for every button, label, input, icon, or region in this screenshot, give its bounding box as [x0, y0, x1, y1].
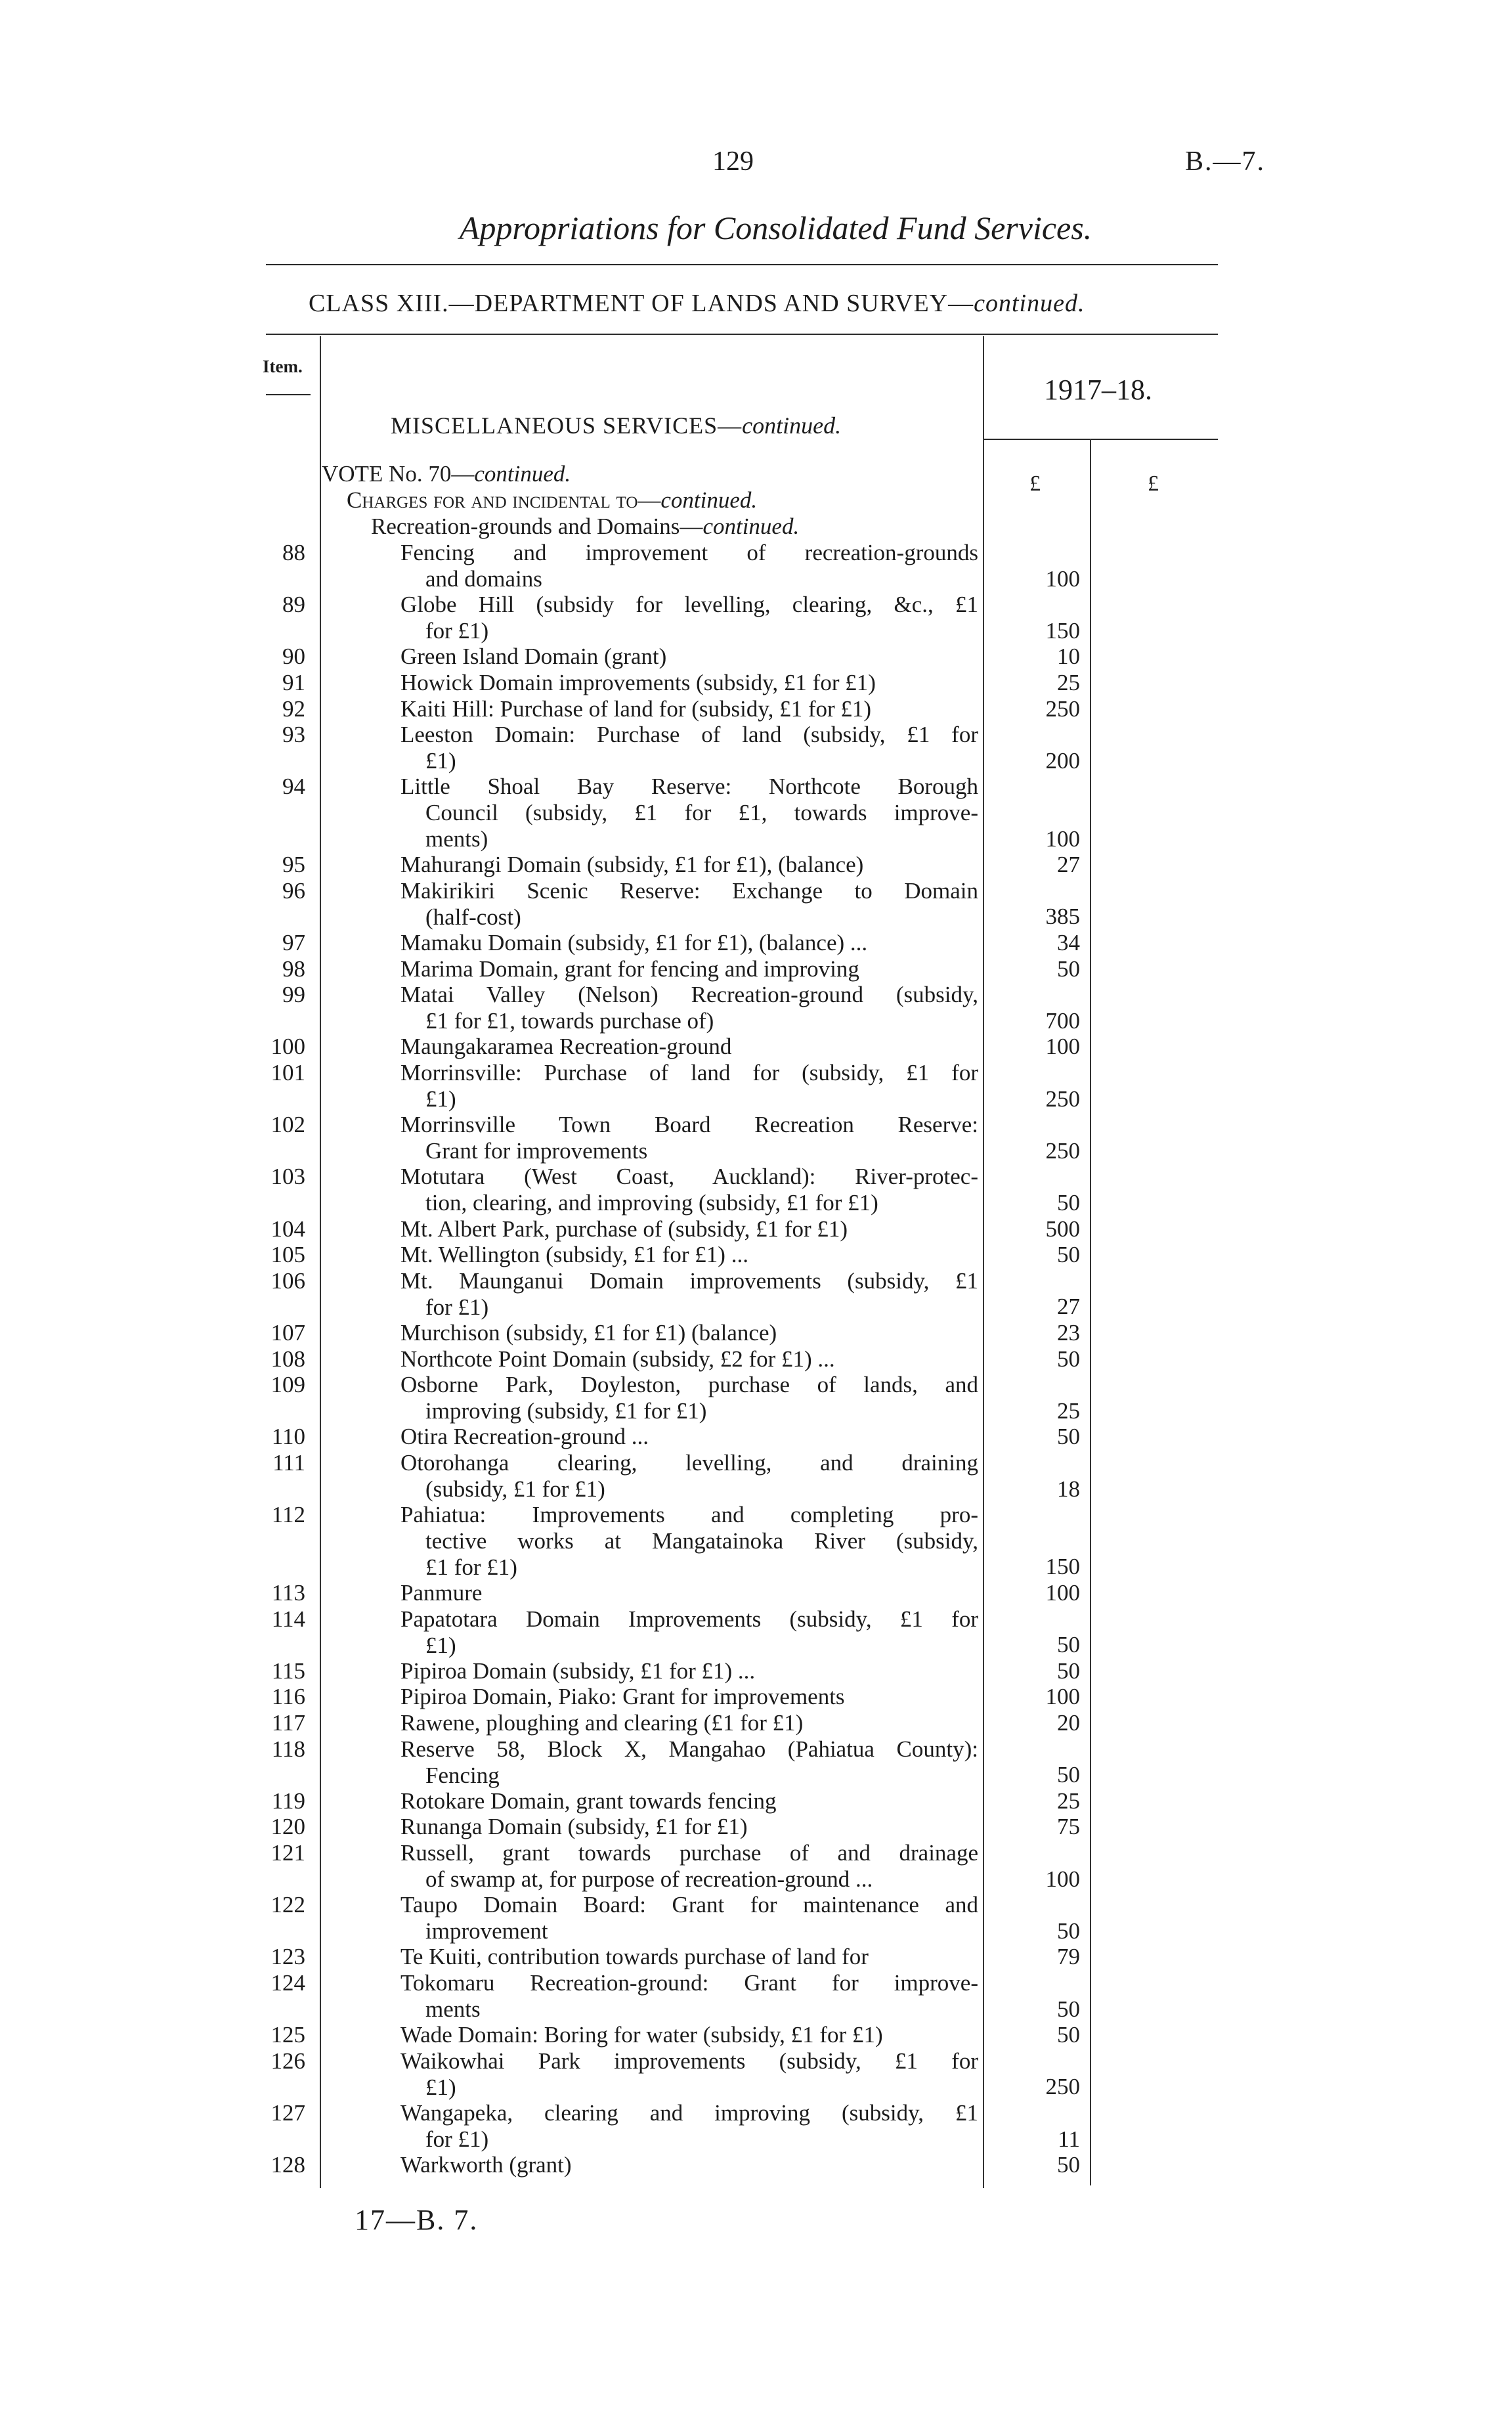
item-number: 116: [271, 1684, 305, 1710]
item-description-line: Maungakaramea Recreation-ground: [400, 1034, 732, 1060]
class-heading-suffix: continued.: [974, 290, 1085, 317]
item-number: 102: [270, 1112, 305, 1138]
item-amount: 25: [1057, 1397, 1080, 1424]
item-amount: 50: [1057, 2152, 1080, 2178]
item-description-line: Fencing: [425, 1762, 500, 1788]
item-description-line: Northcote Point Domain (subsidy, £2 for £1) ...: [400, 1346, 835, 1372]
item-description-line: Howick Domain improvements (subsidy, £1 for £1): [400, 670, 876, 695]
item-amount: 150: [1045, 617, 1080, 644]
item-number: 104: [270, 1216, 305, 1242]
item-description-line: £1 for £1): [425, 1554, 517, 1581]
item-description: [400, 670, 978, 696]
item-description: [400, 1242, 978, 1268]
item-description-line: (subsidy, £1 for £1): [425, 1476, 605, 1502]
item-amount: 250: [1045, 695, 1080, 722]
item-amount: 50: [1057, 1762, 1080, 1788]
item-description: [400, 1346, 978, 1372]
item-amount: 250: [1045, 2074, 1080, 2100]
item-description-line: £1): [425, 748, 456, 774]
vote-suffix: continued.: [474, 461, 571, 487]
item-description: [400, 644, 978, 670]
item-description-line: Rotokare Domain, grant towards fencing: [400, 1787, 777, 1814]
item-description-line: Waikowhai Park improvements (subsidy, £1 for: [400, 2048, 978, 2074]
item-description-line: Warkworth (grant): [400, 2152, 572, 2178]
item-number: 95: [282, 852, 305, 878]
item-description-line: Pipiroa Domain (subsidy, £1 for £1) ...: [400, 1657, 756, 1684]
item-description: [400, 1216, 978, 1242]
item-number: 115: [271, 1657, 305, 1684]
item-description: [400, 592, 978, 644]
item-amount: 27: [1057, 852, 1080, 878]
item-number: 128: [270, 2152, 305, 2178]
item-amount: 50: [1057, 1424, 1080, 1450]
table-top-rule: [266, 334, 1218, 335]
item-description-line: for £1): [425, 1294, 489, 1320]
item-number: 100: [270, 1034, 305, 1060]
item-header-underline: [266, 394, 311, 395]
page-title: Appropriations for Consolidated Fund Services.: [459, 209, 1092, 246]
item-description-line: improving (subsidy, £1 for £1): [425, 1398, 707, 1424]
item-number: 122: [270, 1892, 305, 1918]
item-description: [400, 852, 978, 878]
item-description: [400, 1164, 978, 1216]
vote-heading: [322, 461, 571, 487]
item-amount: 75: [1057, 1814, 1080, 1840]
item-description-line: Mt. Maunganui Domain improvements (subsidy, £1: [400, 1267, 978, 1294]
item-description: [400, 982, 978, 1034]
item-description: [400, 1450, 978, 1502]
item-description: [400, 540, 978, 592]
item-description-line: Kaiti Hill: Purchase of land for (subsidy, £1 for £1): [400, 695, 872, 722]
item-description: [400, 1684, 978, 1710]
item-number: 106: [270, 1267, 305, 1294]
item-description-line: £1 for £1, towards purchase of): [425, 1008, 714, 1034]
item-description-line: Makirikiri Scenic Reserve: Exchange to Domain: [400, 877, 978, 904]
item-number: 89: [282, 592, 305, 618]
item-number: 126: [270, 2048, 305, 2074]
item-description-line: Panmure: [400, 1580, 483, 1606]
subhead-suffix: continued.: [702, 514, 800, 539]
item-description-line: £1): [425, 1632, 456, 1658]
item-number: 103: [270, 1164, 305, 1190]
item-number: 125: [270, 2022, 305, 2048]
item-number: 91: [282, 670, 305, 695]
item-description-line: £1): [425, 2074, 456, 2100]
item-amount: 23: [1057, 1320, 1080, 1346]
item-description-line: Little Shoal Bay Reserve: Northcote Borough: [400, 774, 978, 800]
item-description-line: Reserve 58, Block X, Mangahao (Pahiatua County):: [400, 1736, 978, 1762]
item-description: [400, 930, 978, 956]
item-description-line: for £1): [425, 618, 489, 644]
item-description: [400, 1502, 978, 1581]
item-description-line: (half-cost): [425, 904, 521, 930]
item-description-line: Morrinsville: Purchase of land for (subsidy, £1 for: [400, 1060, 978, 1085]
year-column-header: 1917–18.: [1044, 374, 1152, 406]
item-description-line: and domains: [425, 566, 542, 592]
item-amount: 50: [1057, 1632, 1080, 1658]
item-amount: 100: [1045, 565, 1080, 592]
item-description: [400, 1268, 978, 1321]
item-description-line: £1): [425, 1086, 456, 1112]
item-amount: 18: [1057, 1476, 1080, 1502]
item-amount: 20: [1057, 1710, 1080, 1736]
item-description-line: Matai Valley (Nelson) Recreation-ground (subsidy,: [400, 982, 978, 1008]
item-number: 107: [270, 1320, 305, 1346]
item-number: 118: [271, 1736, 305, 1762]
item-number: 113: [271, 1580, 305, 1606]
year-header-rule: [983, 439, 1218, 440]
item-number: 99: [282, 982, 305, 1008]
item-number: 110: [271, 1424, 305, 1450]
item-description-line: for £1): [425, 2126, 489, 2152]
item-description: [400, 1736, 978, 1789]
item-description: [400, 1710, 978, 1736]
item-column-rule: [320, 336, 321, 2188]
item-description: [400, 2022, 978, 2048]
item-amount: 25: [1057, 670, 1080, 695]
item-description: [400, 774, 978, 852]
item-description: [400, 1814, 978, 1840]
item-description: [400, 696, 978, 722]
item-number: 88: [282, 540, 305, 565]
item-description-line: improvement: [425, 1918, 548, 1944]
item-description: [400, 1658, 978, 1684]
item-description-line: Mt. Albert Park, purchase of (subsidy, £1 for £1): [400, 1216, 848, 1242]
item-number: 96: [282, 877, 305, 904]
section-title-main: MISCELLANEOUS SERVICES—: [391, 412, 743, 439]
item-description-line: Murchison (subsidy, £1 for £1) (balance): [400, 1320, 777, 1346]
item-description-line: Pahiatua: Improvements and completing pro-: [400, 1502, 978, 1528]
subhead: [371, 514, 799, 540]
item-number: 101: [270, 1060, 305, 1085]
top-rule: [266, 264, 1218, 265]
item-amount: 50: [1057, 2022, 1080, 2048]
item-amount: 100: [1045, 1684, 1080, 1710]
pound-sign-2: £: [1148, 471, 1159, 496]
item-description-line: Russell, grant towards purchase of and drainage: [400, 1840, 978, 1866]
item-description: [400, 1060, 978, 1112]
item-description-line: Rawene, ploughing and clearing (£1 for £1): [400, 1710, 804, 1736]
item-description-line: Otira Recreation-ground ...: [400, 1424, 649, 1450]
item-number: 93: [282, 722, 305, 748]
item-amount: 27: [1057, 1294, 1080, 1320]
charges-suffix: continued.: [660, 487, 758, 513]
class-heading-main: CLASS XIII.—DEPARTMENT OF LANDS AND SURVEY—: [309, 290, 974, 317]
item-description: [400, 1970, 978, 2023]
item-amount: 500: [1045, 1216, 1080, 1242]
item-description-line: Pipiroa Domain, Piako: Grant for improvements: [400, 1684, 845, 1710]
item-number: 98: [282, 955, 305, 982]
item-amount: 250: [1045, 1137, 1080, 1164]
item-amount: 100: [1045, 1866, 1080, 1892]
item-amount: 250: [1045, 1085, 1080, 1112]
item-amount: 79: [1057, 1944, 1080, 1970]
item-description-line: Fencing and improvement of recreation-grounds: [400, 540, 978, 565]
item-description-line: Leeston Domain: Purchase of land (subsidy, £1 for: [400, 722, 978, 748]
item-description-line: Marima Domain, grant for fencing and improving: [400, 955, 859, 982]
item-number: 105: [270, 1242, 305, 1268]
item-description: [400, 1840, 978, 1893]
item-amount: 50: [1057, 1996, 1080, 2022]
item-number: 117: [271, 1710, 305, 1736]
item-description-line: tion, clearing, and improving (subsidy, £1 for £1): [425, 1190, 878, 1216]
item-description-line: Globe Hill (subsidy for levelling, clearing, &c., £1: [400, 592, 978, 618]
item-description: [400, 2048, 978, 2101]
item-description-line: Morrinsville Town Board Recreation Reserve:: [400, 1112, 978, 1138]
item-description-line: Otorohanga clearing, levelling, and draining: [400, 1450, 978, 1476]
item-description: [400, 2100, 978, 2153]
item-description-line: Tokomaru Recreation-ground: Grant for improve-: [400, 1970, 978, 1996]
item-amount: 10: [1057, 644, 1080, 670]
vote-label: VOTE No. 70—: [322, 461, 475, 487]
item-description-line: Taupo Domain Board: Grant for maintenance and: [400, 1892, 978, 1918]
item-description-line: Grant for improvements: [425, 1138, 648, 1164]
item-column-header: Item.: [263, 357, 303, 376]
page-number: 129: [712, 146, 754, 177]
item-number: 121: [270, 1840, 305, 1866]
item-description: [400, 1944, 978, 1970]
section-title: [391, 412, 841, 439]
item-description-line: of swamp at, for purpose of recreation-ground ...: [425, 1866, 873, 1892]
item-amount: 100: [1045, 1580, 1080, 1606]
item-description-line: Osborne Park, Doyleston, purchase of lands, and: [400, 1372, 978, 1398]
item-description: [400, 1606, 978, 1659]
item-description-line: Motutara (West Coast, Auckland): River-protec-: [400, 1164, 978, 1190]
item-number: 92: [282, 695, 305, 722]
charges-label: Charges for and incidental to—: [347, 487, 661, 513]
item-number: 114: [271, 1606, 305, 1632]
item-amount: 50: [1057, 1190, 1080, 1216]
item-number: 127: [270, 2100, 305, 2126]
item-amount: 150: [1045, 1554, 1080, 1580]
item-number: 120: [270, 1814, 305, 1840]
item-description-line: Mt. Wellington (subsidy, £1 for £1) ...: [400, 1242, 748, 1268]
item-amount: 50: [1057, 1242, 1080, 1268]
item-description-line: Papatotara Domain Improvements (subsidy, £1 for: [400, 1606, 978, 1632]
item-description: [400, 2152, 978, 2178]
item-description: [400, 1034, 978, 1060]
item-description-line: Mamaku Domain (subsidy, £1 for £1), (balance) ...: [400, 930, 868, 955]
item-amount: 34: [1057, 930, 1080, 955]
item-description: [400, 1424, 978, 1450]
item-amount: 700: [1045, 1007, 1080, 1034]
item-amount: 50: [1057, 1657, 1080, 1684]
item-description-line: ments): [425, 826, 488, 852]
item-amount: 50: [1057, 955, 1080, 982]
amount-column-rule: [1090, 439, 1091, 2185]
pound-sign-1: £: [1029, 471, 1041, 496]
item-description-line: ments: [425, 1996, 481, 2022]
item-description-line: Te Kuiti, contribution towards purchase of land for: [400, 1944, 869, 1970]
item-description: [400, 956, 978, 982]
class-heading: [309, 289, 1085, 318]
item-amount: 385: [1045, 904, 1080, 930]
item-number: 123: [270, 1944, 305, 1970]
item-description: [400, 722, 978, 774]
signature-mark: 17—B. 7.: [355, 2204, 479, 2236]
item-number: 90: [282, 644, 305, 670]
item-description: [400, 878, 978, 931]
item-description-line: Runanga Domain (subsidy, £1 for £1): [400, 1814, 748, 1840]
item-description: [400, 1580, 978, 1606]
description-column-rule: [983, 336, 984, 2188]
charges-heading: [347, 487, 757, 514]
item-amount: 100: [1045, 1034, 1080, 1060]
item-description: [400, 1892, 978, 1944]
item-description: [400, 1112, 978, 1164]
item-description-line: Green Island Domain (grant): [400, 644, 667, 670]
item-amount: 100: [1045, 825, 1080, 852]
subhead-label: Recreation-grounds and Domains—: [371, 514, 703, 539]
item-description-line: Mahurangi Domain (subsidy, £1 for £1), (balance): [400, 852, 864, 878]
item-number: 94: [282, 774, 305, 800]
item-number: 112: [271, 1502, 305, 1528]
item-amount: 25: [1057, 1787, 1080, 1814]
item-amount: 50: [1057, 1918, 1080, 1944]
document-reference: B.—7.: [1185, 146, 1266, 177]
item-amount: 200: [1045, 747, 1080, 774]
item-number: 111: [272, 1450, 305, 1476]
item-description-line: Wangapeka, clearing and improving (subsidy, £1: [400, 2100, 978, 2126]
item-number: 97: [282, 930, 305, 955]
item-description: [400, 1372, 978, 1424]
item-description: [400, 1788, 978, 1814]
item-number: 109: [270, 1372, 305, 1398]
item-description-line: Wade Domain: Boring for water (subsidy, £1 for £1): [400, 2022, 883, 2048]
item-number: 119: [271, 1787, 305, 1814]
section-title-suffix: continued.: [742, 412, 842, 439]
item-amount: 11: [1058, 2126, 1080, 2152]
item-amount: 50: [1057, 1346, 1080, 1372]
item-number: 108: [270, 1346, 305, 1372]
item-description: [400, 1320, 978, 1346]
item-number: 124: [270, 1970, 305, 1996]
item-description-line: tective works at Mangatainoka River (subsidy,: [425, 1528, 978, 1554]
item-description-line: Council (subsidy, £1 for £1, towards improve-: [425, 800, 978, 826]
